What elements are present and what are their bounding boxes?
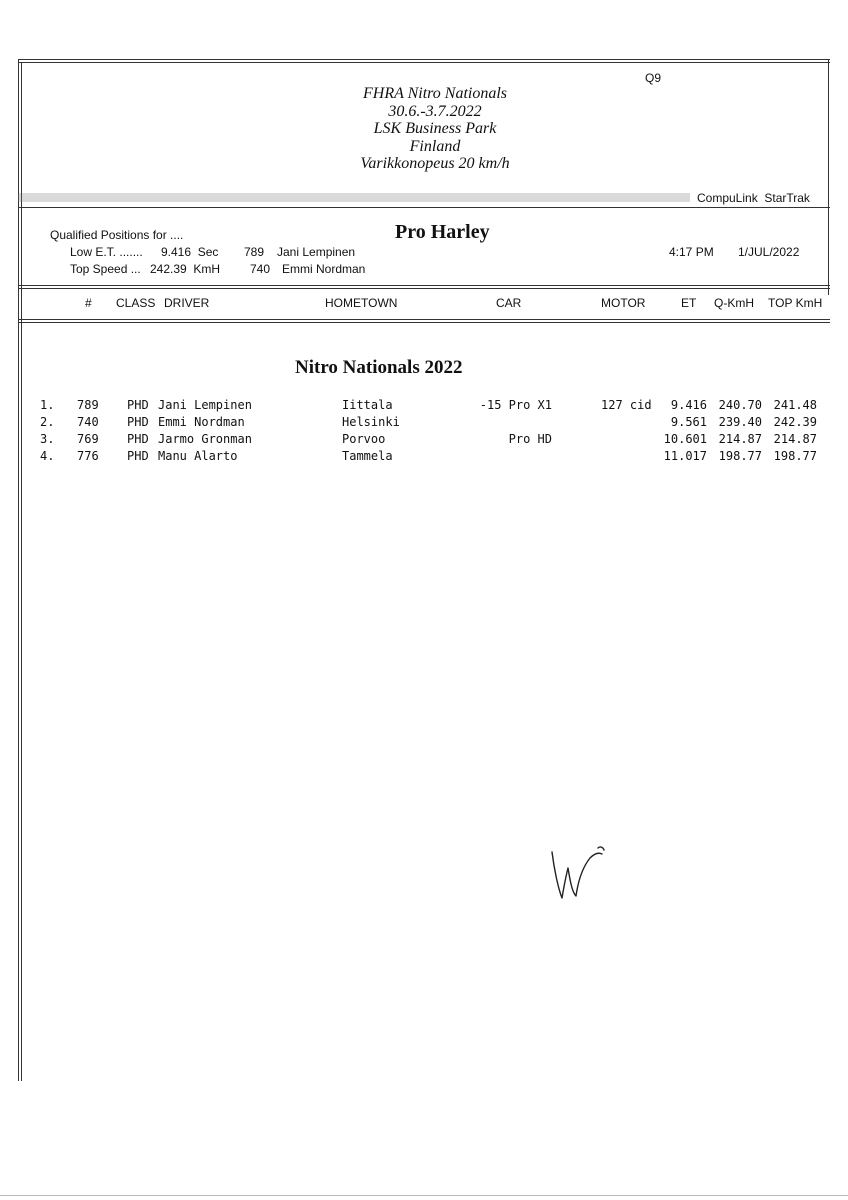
col-class: CLASS	[116, 296, 156, 310]
table-row	[0, 415, 848, 432]
col-hometown: HOMETOWN	[325, 296, 398, 310]
col-q-kmh: Q-KmH	[714, 296, 754, 310]
col-car: CAR	[496, 296, 522, 310]
signature	[540, 838, 620, 908]
cell-driver: Emmi Nordman	[158, 415, 245, 429]
top-speed-car: 740	[250, 262, 271, 276]
cell-pos: 1.	[40, 398, 55, 412]
cell-hometown: Tammela	[342, 449, 393, 463]
cell-pos: 2.	[40, 415, 55, 429]
cell-num: 776	[77, 449, 99, 463]
cell-driver: Jani Lempinen	[158, 398, 252, 412]
cell-q-kmh: 198.77	[718, 449, 762, 463]
class-title: Pro Harley	[395, 221, 490, 243]
cell-top-kmh: 242.39	[773, 415, 817, 429]
cell-top-kmh: 198.77	[773, 449, 817, 463]
system-label: CompuLink StarTrak	[697, 191, 810, 205]
cell-q-kmh: 239.40	[718, 415, 762, 429]
col-et: ET	[681, 296, 697, 310]
cell-et: 9.416	[670, 398, 707, 412]
cell-q-kmh: 240.70	[718, 398, 762, 412]
table-row	[0, 398, 848, 415]
cell-top-kmh: 241.48	[773, 398, 817, 412]
cell-pos: 4.	[40, 449, 55, 463]
cell-et: 11.017	[663, 449, 707, 463]
col-top-kmh: TOP KmH	[768, 296, 823, 310]
table-row	[0, 432, 848, 449]
low-et-value: 9.416 Sec	[161, 245, 219, 259]
divider-columns-top-2	[18, 288, 830, 289]
right-border	[828, 59, 829, 295]
event-venue: LSK Business Park	[373, 120, 497, 137]
low-et-label: Low E.T. .......	[70, 245, 143, 259]
cell-num: 769	[77, 432, 99, 446]
cell-et: 9.561	[670, 415, 707, 429]
low-et-driver: Jani Lempinen	[277, 245, 356, 259]
divider-summary-top	[18, 207, 830, 208]
divider-columns-bottom	[18, 319, 830, 320]
event-header	[300, 85, 570, 173]
cell-motor: 127 cid	[601, 398, 652, 412]
cell-hometown: Porvoo	[342, 432, 386, 446]
cell-driver: Jarmo Gronman	[158, 432, 252, 446]
bottom-scan-line	[0, 1195, 848, 1196]
event-speed-limit: Varikkonopeus 20 km/h	[360, 155, 510, 172]
cell-top-kmh: 214.87	[773, 432, 817, 446]
cell-car: -15 Pro X1	[479, 398, 552, 412]
col-motor: MOTOR	[601, 296, 646, 310]
section-title: Nitro Nationals 2022	[295, 357, 463, 378]
dotted-separator	[18, 193, 690, 202]
cell-class: PHD	[127, 415, 149, 429]
cell-hometown: Helsinki	[342, 415, 400, 429]
col-driver: DRIVER	[164, 296, 210, 310]
event-country: Finland	[409, 137, 461, 155]
top-speed-label: Top Speed ...	[70, 262, 141, 276]
cell-q-kmh: 214.87	[718, 432, 762, 446]
cell-car: Pro HD	[508, 432, 552, 446]
cell-num: 740	[77, 415, 99, 429]
divider-columns-top	[18, 285, 830, 286]
cell-class: PHD	[127, 449, 149, 463]
event-title: FHRA Nitro Nationals	[362, 85, 507, 102]
cell-pos: 3.	[40, 432, 55, 446]
col-num: #	[85, 296, 92, 310]
event-dates: 30.6.-3.7.2022	[388, 102, 482, 120]
report-date: 1/JUL/2022	[738, 245, 800, 259]
top-border-2	[18, 62, 830, 63]
top-speed-value: 242.39 KmH	[150, 262, 221, 276]
cell-class: PHD	[127, 398, 149, 412]
low-et-car: 789	[244, 245, 265, 259]
cell-hometown: Iittala	[342, 398, 393, 412]
cell-et: 10.601	[663, 432, 707, 446]
left-border	[18, 59, 19, 1081]
qualified-label: Qualified Positions for ....	[50, 228, 184, 242]
cell-num: 789	[77, 398, 99, 412]
top-speed-driver: Emmi Nordman	[282, 262, 366, 276]
top-border	[18, 59, 830, 60]
report-time: 4:17 PM	[669, 245, 714, 259]
left-border-2	[21, 62, 22, 1081]
divider-columns-bottom-2	[18, 322, 830, 323]
table-row	[0, 449, 848, 466]
page-code: Q9	[645, 71, 662, 85]
cell-driver: Manu Alarto	[158, 449, 238, 463]
cell-class: PHD	[127, 432, 149, 446]
